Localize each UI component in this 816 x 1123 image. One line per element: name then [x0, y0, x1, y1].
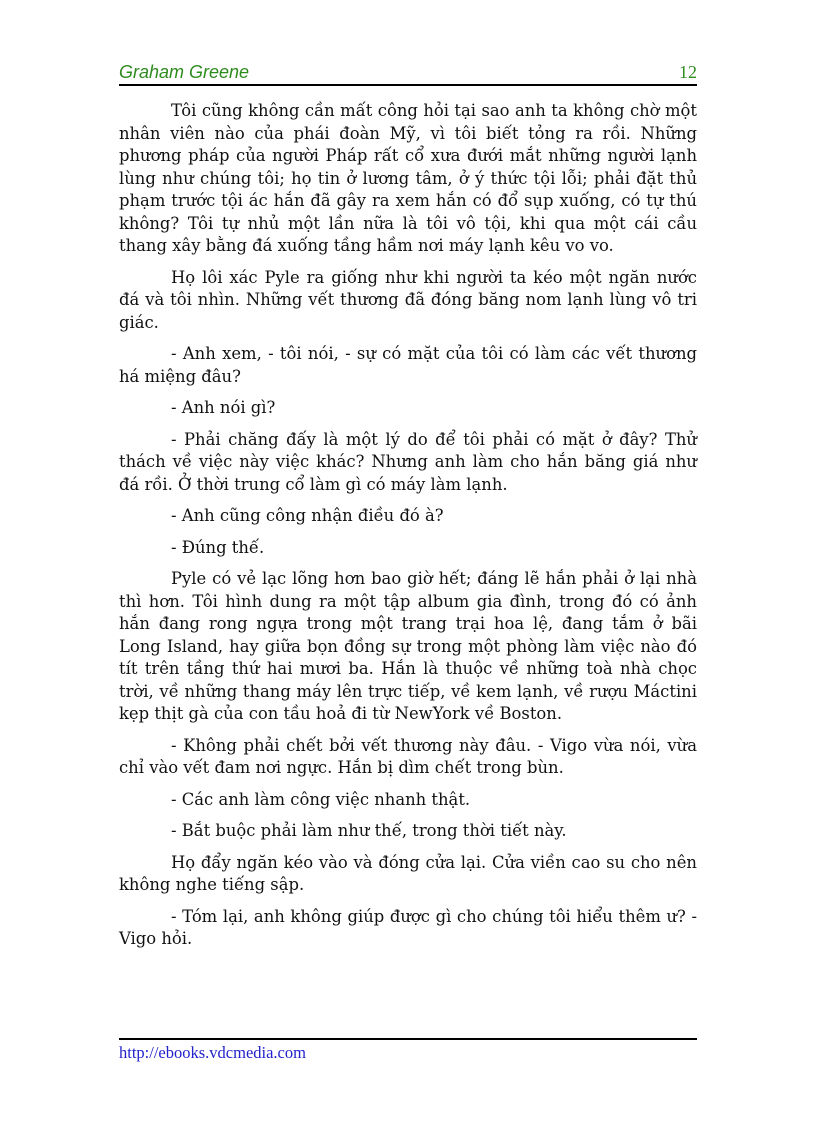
- paragraph: - Phải chăng đấy là một lý do để tôi phải có mặt ở đây? Thử thách về việc này việc khác? Nhưng anh làm cho hắn băng giá như đá rồi. Ở thời trung cổ làm gì có máy làm lạnh.: [119, 429, 697, 494]
- paragraph: Họ đẩy ngăn kéo vào và đóng cửa lại. Cửa viền cao su cho nên không nghe tiếng sập.: [119, 852, 697, 894]
- paragraph: - Anh nói gì?: [171, 398, 276, 417]
- page-header: [119, 58, 697, 86]
- paragraph: - Các anh làm công việc nhanh thật.: [171, 789, 471, 809]
- paragraph: - Tóm lại, anh không giúp được gì cho chúng tôi hiểu thêm ư? - Vigo hỏi.: [119, 906, 697, 948]
- footer-divider: [119, 1038, 697, 1040]
- page-number: 12: [679, 62, 697, 82]
- paragraph: Pyle có vẻ lạc lõng hơn bao giờ hết; đáng lẽ hắn phải ở lại nhà thì hơn. Tôi hình dung ra một tập album gia đình, trong đó có ảnh hắn đang rong ngựa trong một trang trại hoa lệ, đang tắm ở bãi Long Island, hay giữa bọn đồng sự trong một phòng làm việc nào đó tít trên tầng thứ hai mươi ba. Hắn là thuộc về những toà nhà chọc trời, về những thang máy lên trực tiếp, về kem lạnh, về rượu Máctini kẹp thịt gà của con tầu hoả đi từ NewYork về Boston.: [119, 569, 697, 723]
- paragraph: Tôi cũng không cần mất công hỏi tại sao anh ta không chờ một nhân viên nào của phái đoàn Mỹ, vì tôi biết tỏng ra rồi. Những phương pháp của người Pháp rất cổ xưa đưới mắt những người lạnh lùng như chúng tôi; họ tin ở lương tâm, ở ý thức tội lỗi; phải đặt thủ phạm trước tội ác hắn đã gây ra xem hắn có đổ sụp xuống, có tự thú không? Tôi tự nhủ một lần nữa là tôi vô tội, khi qua một cái cầu thang xây bằng đá xuống tầng hầm nơi máy lạnh kêu vo vo.: [119, 101, 697, 255]
- footer-link[interactable]: http://ebooks.vdcmedia.com: [119, 1043, 306, 1062]
- paragraph: - Không phải chết bởi vết thương này đâu. - Vigo vừa nói, vừa chỉ vào vết đam nơi ngực. Hắn bị dìm chết trong bùn.: [119, 735, 697, 777]
- paragraph: - Anh cũng công nhận điều đó à?: [171, 506, 444, 525]
- page-body: [119, 100, 697, 960]
- paragraph: - Anh xem, - tôi nói, - sự có mặt của tôi có làm các vết thương há miệng đâu?: [119, 344, 697, 386]
- paragraph: Họ lôi xác Pyle ra giống như khi người ta kéo một ngăn nước đá và tôi nhìn. Những vết thương đã đóng băng nom lạnh lùng vô tri giác.: [119, 267, 697, 332]
- paragraph: - Bắt buộc phải làm như thế, trong thời tiết này.: [171, 821, 567, 840]
- header-divider: [119, 84, 697, 86]
- running-title: Graham Greene: [119, 62, 250, 82]
- paragraph: - Đúng thế.: [171, 537, 265, 557]
